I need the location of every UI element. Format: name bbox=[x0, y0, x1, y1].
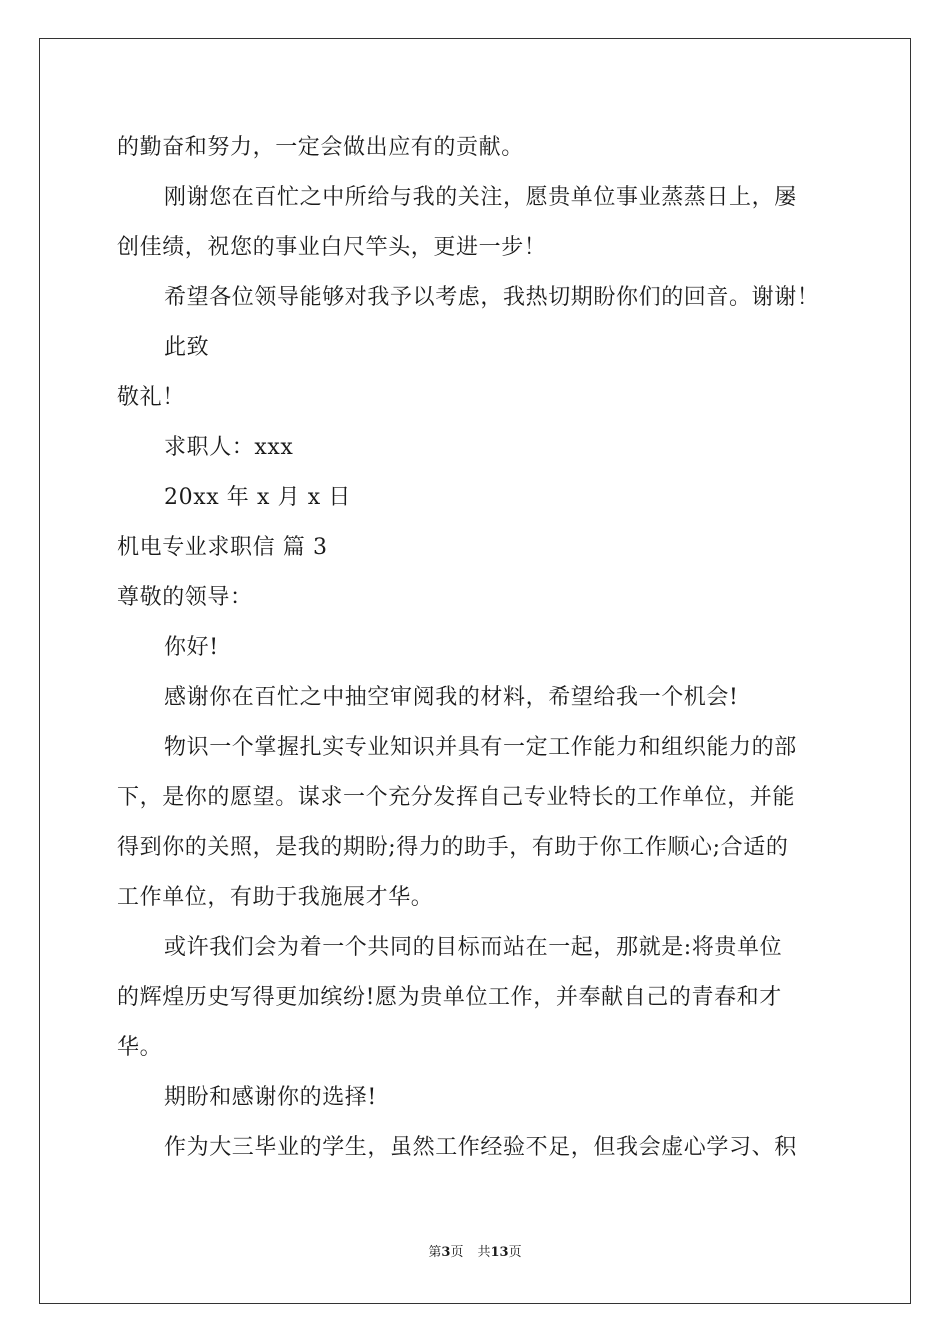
section-heading: 机电专业求职信 篇 3 bbox=[117, 535, 328, 560]
body-line-4: 希望各位领导能够对我予以考虑，我热切期盼你们的回音。谢谢！ bbox=[164, 285, 820, 310]
body-line-18: 的辉煌历史写得更加缤纷!愿为贵单位工作，并奉献自己的青春和才 bbox=[117, 985, 782, 1010]
closing-salutation: 此致 bbox=[164, 335, 210, 360]
page-footer bbox=[0, 1244, 950, 1262]
page-border bbox=[39, 38, 911, 1304]
body-line-2: 刚谢您在百忙之中所给与我的关注，愿贵单位事业蒸蒸日上，屡 bbox=[164, 185, 797, 210]
body-line-3: 创佳绩，祝您的事业白尺竿头，更进一步！ bbox=[117, 235, 547, 260]
body-line-15: 得到你的关照，是我的期盼;得力的助手，有助于你工作顺心;合适的 bbox=[117, 835, 789, 860]
body-line-17: 或许我们会为着一个共同的目标而站在一起，那就是:将贵单位 bbox=[164, 935, 783, 960]
body-line-21: 作为大三毕业的学生，虽然工作经验不足，但我会虚心学习、积 bbox=[164, 1135, 797, 1160]
total-prefix: 共 bbox=[477, 1245, 491, 1260]
page-prefix: 第 bbox=[428, 1245, 442, 1260]
body-line-13: 物识一个掌握扎实专业知识并具有一定工作能力和组织能力的部 bbox=[164, 735, 797, 760]
closing-regards: 敬礼！ bbox=[117, 385, 185, 410]
page-total: 13 bbox=[490, 1245, 509, 1260]
body-line-14: 下，是你的愿望。谋求一个充分发挥自己专业特长的工作单位，并能 bbox=[117, 785, 796, 810]
body-line-1: 的勤奋和努力，一定会做出应有的贡献。 bbox=[117, 135, 524, 160]
body-line-20: 期盼和感谢你的选择! bbox=[164, 1085, 377, 1110]
applicant-signature: 求职人：xxx bbox=[164, 435, 294, 460]
letter-greeting: 尊敬的领导： bbox=[117, 585, 253, 610]
total-suffix: 页 bbox=[508, 1245, 522, 1260]
page-current: 3 bbox=[441, 1245, 451, 1260]
body-line-12: 感谢你在百忙之中抽空审阅我的材料，希望给我一个机会! bbox=[164, 685, 739, 710]
body-line-16: 工作单位，有助于我施展才华。 bbox=[117, 885, 434, 910]
hello-line: 你好! bbox=[164, 635, 219, 660]
letter-date: 20xx 年 x 月 x 日 bbox=[164, 485, 351, 510]
body-line-19: 华。 bbox=[117, 1035, 163, 1060]
page-suffix: 页 bbox=[450, 1245, 464, 1260]
